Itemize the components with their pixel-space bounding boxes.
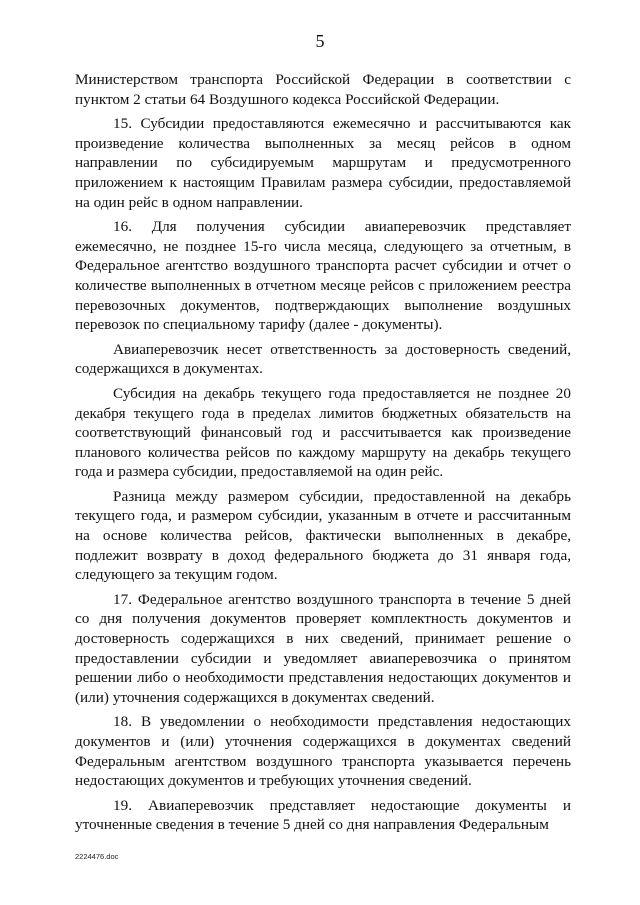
paragraph-continuation: Министерством транспорта Российской Федерации в соответствии с пунктом 2 статьи 64 Воздушного кодекса Российской Федерации. <box>75 71 571 108</box>
page-number: 5 <box>315 31 325 51</box>
paragraph-18: 18. В уведомлении о необходимости представления недостающих документов и (или) уточнения содержащихся в документах сведений Федеральным агентством воздушного транспорта указывается перечень недостающих документов и требующих уточнения сведений. <box>75 713 571 790</box>
paragraph-19: 19. Авиаперевозчик представляет недостающие документы и уточненные сведения в течение 5 дней со дня направления Федеральным <box>75 796 571 834</box>
paragraph-16: 16. Для получения субсидии авиаперевозчик представляет ежемесячно, не позднее 15-го числа месяца, следующего за отчетным, в Федеральное агентство воздушного транспорта расчет субсидии и отчет о количестве выполненных в отчетном месяце рейсов с приложением реестра перевозочных документов, подтверждающих выполнение воздушных перевозок по специальному тарифу (далее - документы). <box>75 218 571 334</box>
paragraph-17: 17. Федеральное агентство воздушного транспорта в течение 5 дней со дня получения документов проверяет комплектность документов и достоверность содержащихся в них сведений, принимает решение о предоставлении субсидии и уведомляет авиаперевозчика о принятом решении либо о необходимости представления недостающих документов и (или) уточнения содержащихся в документах сведений. <box>75 590 571 706</box>
paragraph-15: 15. Субсидии предоставляются ежемесячно и рассчитываются как произведение количества выполненных за месяц рейсов в одном направлении по субсидируемым маршрутам и предусмотренного приложением к настоящим Правилам размера субсидии, предоставляемой на один рейс в одном направлении. <box>75 115 571 211</box>
paragraph-difference: Разница между размером субсидии, предоставленной на декабрь текущего года, и размером субсидии, указанным в отчете и рассчитанным на основе количества рейсов, фактически выполненных в декабре, подлежит возврату в доход федерального бюджета до 31 января года, следующего за текущим годом. <box>75 487 571 584</box>
paragraph-december-subsidy: Субсидия на декабрь текущего года предоставляется не позднее 20 декабря текущего года в пределах лимитов бюджетных обязательств на соответствующий финансовый год и рассчитывается как произведение планового количества рейсов по каждому маршруту на декабрь текущего года и размера субсидии, предоставляемой на один рейс. <box>75 384 571 481</box>
document-file-code: 2224476.doc <box>75 852 119 861</box>
document-body <box>75 70 571 840</box>
paragraph-responsibility: Авиаперевозчик несет ответственность за достоверность сведений, содержащихся в документах. <box>75 340 571 378</box>
